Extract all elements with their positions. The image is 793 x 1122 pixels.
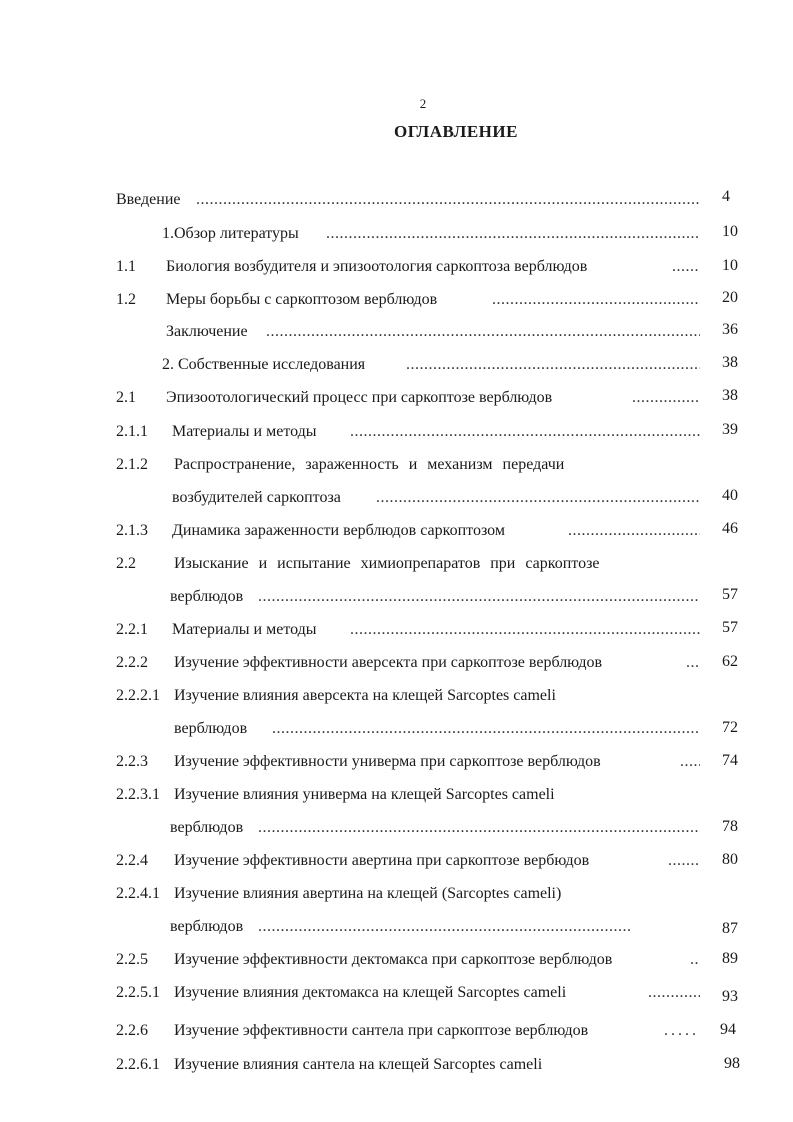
toc-leader xyxy=(648,983,700,1003)
toc-leader xyxy=(492,290,698,310)
toc-number: 2.2.4.1 xyxy=(116,885,160,902)
toc-page: 74 xyxy=(722,752,738,769)
toc-text: Материалы и методы xyxy=(172,621,317,638)
toc-page: 93 xyxy=(722,988,738,1005)
toc-text-continued: верблюдов xyxy=(174,720,248,737)
toc-leader xyxy=(196,190,700,210)
toc-text: Материалы и методы xyxy=(172,423,317,440)
toc-leader xyxy=(568,521,700,541)
toc-number: 2.1.2 xyxy=(116,456,148,473)
toc-text: Изучение влияния универма на клещей Sarcoptes cameli xyxy=(174,786,555,803)
toc-leader xyxy=(258,587,700,607)
toc-number: 2.1.1 xyxy=(116,423,148,440)
toc-page: 4 xyxy=(722,188,730,205)
toc-page: 87 xyxy=(722,920,738,937)
toc-leader xyxy=(406,355,700,375)
toc-text: Изучение эффективности авертина при саркоптозе вербюдов xyxy=(174,852,590,869)
toc-number: 2.2.3.1 xyxy=(116,786,160,803)
toc-page: 98 xyxy=(724,1055,740,1072)
toc-number: 2.2.1 xyxy=(116,621,148,638)
toc-leader xyxy=(680,752,700,772)
toc-text-continued: возбудителей саркоптоза xyxy=(172,489,341,506)
toc-page: 57 xyxy=(722,619,738,636)
toc-text-continued: верблюдов xyxy=(170,918,244,935)
toc-number: 2.2.4 xyxy=(116,852,148,869)
toc-page: 38 xyxy=(722,354,738,371)
toc-page: 38 xyxy=(722,387,738,404)
toc-text: Изучение эффективности сантела при саркоптозе верблюдов xyxy=(174,1022,589,1039)
toc-page: 89 xyxy=(722,950,738,967)
toc-number: 2.2.2 xyxy=(116,654,148,671)
toc-leader xyxy=(258,917,630,937)
toc-page: 20 xyxy=(722,289,738,306)
toc-text: Изучение влияния дектомакса на клещей Sarcoptes cameli xyxy=(174,984,567,1001)
toc-leader xyxy=(376,488,700,508)
toc-number: 1.2 xyxy=(116,291,136,308)
toc-page: 40 xyxy=(722,487,738,504)
toc-text: Эпизоотологический процесс при саркоптозе верблюдов xyxy=(166,389,553,406)
toc-text: Изучение влияния сантела на клещей Sarcoptes cameli xyxy=(174,1056,543,1073)
toc-page: 46 xyxy=(722,520,738,537)
toc-page: 78 xyxy=(722,818,738,835)
toc-leader xyxy=(258,818,700,838)
toc-page: 80 xyxy=(722,851,738,868)
toc-page: 36 xyxy=(722,321,738,338)
toc-number: 2.1.3 xyxy=(116,522,148,539)
page-number: 2 xyxy=(419,96,427,111)
toc-text: Изыскание и испытание химиопрепаратов при саркоптозе xyxy=(174,555,600,572)
toc-text: 1.Обзор литературы xyxy=(162,225,299,242)
toc-text: Динамика зараженности верблюдов саркоптозом xyxy=(172,522,505,539)
toc-text: Изучение влияния аверсекта на клещей Sarcoptes cameli xyxy=(174,687,556,704)
toc-text: 2. Собственные исследования xyxy=(162,356,366,373)
toc-page: 57 xyxy=(722,586,738,603)
toc-text: Биология возбудителя и эпизоотология саркоптоза верблюдов xyxy=(166,258,588,275)
toc-number: 2.2.5.1 xyxy=(116,984,160,1001)
toc-number: 2.2 xyxy=(116,555,136,572)
toc-text: Изучение влияния авертина на клещей (Sarcoptes cameli) xyxy=(174,885,562,902)
toc-leader xyxy=(668,851,700,871)
toc-number: 2.2.5 xyxy=(116,951,148,968)
toc-number: 2.2.6.1 xyxy=(116,1056,160,1073)
toc-leader xyxy=(326,224,698,244)
toc-number: 2.1 xyxy=(116,389,136,406)
toc-text: Заключение xyxy=(166,323,248,340)
toc-number: 1.1 xyxy=(116,258,136,275)
toc-number: 2.2.2.1 xyxy=(116,687,160,704)
toc-leader xyxy=(672,257,700,277)
toc-leader xyxy=(664,1021,700,1041)
toc-page: 94 xyxy=(720,1021,736,1038)
toc-number: 2.2.3 xyxy=(116,753,148,770)
toc-leader xyxy=(350,620,700,640)
toc-text: Изучение эффективности универма при саркоптозе верблюдов xyxy=(174,753,601,770)
toc-text: Введение xyxy=(116,191,181,208)
toc-text: Изучение эффективности дектомакса при саркоптозе верблюдов xyxy=(174,951,613,968)
toc-page: 39 xyxy=(722,421,738,438)
toc-leader xyxy=(632,388,700,408)
toc-page: 62 xyxy=(722,653,738,670)
page-title: ОГЛАВЛЕНИЕ xyxy=(394,122,518,141)
toc-text: Изучение эффективности аверсекта при саркоптозе верблюдов xyxy=(174,654,603,671)
toc-leader xyxy=(350,422,700,442)
toc-text-continued: верблюдов xyxy=(170,588,244,605)
toc-number: 2.2.6 xyxy=(116,1022,148,1039)
toc-text: Распространение, зараженность и механизм передачи xyxy=(174,456,565,473)
toc-page: 10 xyxy=(722,257,738,274)
toc-leader xyxy=(272,719,700,739)
toc-leader xyxy=(266,322,700,342)
toc-page: 10 xyxy=(722,223,738,240)
toc-text: Меры борьбы с саркоптозом верблюдов xyxy=(166,291,438,308)
toc-page: 72 xyxy=(722,719,738,736)
toc-text-continued: верблюдов xyxy=(170,819,244,836)
